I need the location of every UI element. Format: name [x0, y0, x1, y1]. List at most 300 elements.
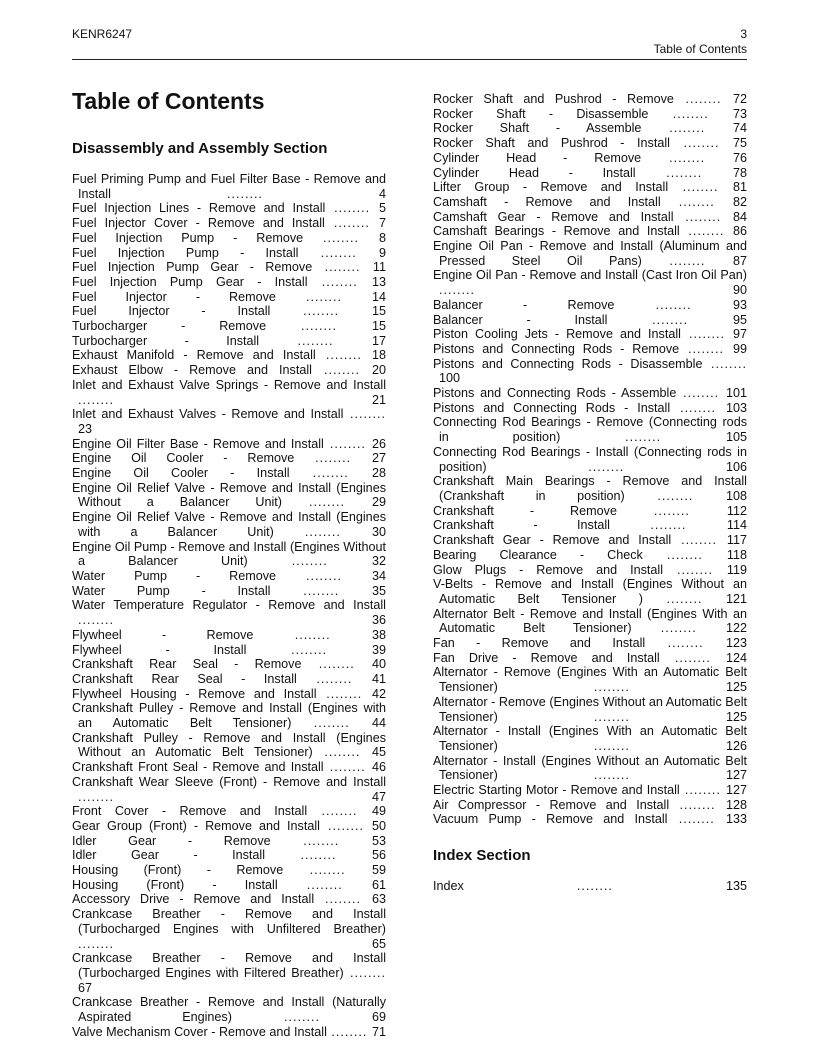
toc-entry	[72, 260, 386, 275]
toc-entry-page: 13	[371, 274, 386, 289]
toc-entry-title: Water Pump - Install	[72, 583, 271, 598]
toc-entry	[72, 598, 386, 627]
toc-entry-page: 103	[725, 400, 747, 415]
toc-entry	[72, 569, 386, 584]
header-rule	[72, 59, 747, 60]
toc-entry-title: Fuel Priming Pump and Fuel Filter Base - Remove and Install	[72, 172, 386, 201]
toc-entry-title: Inlet and Exhaust Valves - Remove and Install	[72, 407, 344, 422]
toc-entry-page: 69	[371, 1010, 386, 1025]
toc-entry	[433, 724, 747, 753]
toc-entry	[72, 290, 386, 305]
toc-entry-title: Engine Oil Relief Valve - Remove and Install (Engines Without a Balancer Unit)	[72, 480, 386, 510]
toc-entry-title: Glow Plugs - Remove and Install	[433, 562, 663, 577]
toc-entry	[433, 121, 747, 136]
toc-entry-page: 59	[371, 863, 386, 878]
toc-leader-dots: ........	[273, 524, 372, 539]
toc-entry	[433, 651, 747, 666]
toc-leader-dots: ........	[283, 863, 372, 878]
toc-leader-dots: ........	[641, 150, 733, 165]
toc-entry	[433, 107, 747, 122]
toc-entry	[72, 819, 386, 834]
toc-entry-title: Pistons and Connecting Rods - Assemble	[433, 386, 677, 401]
toc-list-right	[433, 92, 747, 827]
toc-entry-title: Inlet and Exhaust Valve Springs - Remove and Install	[72, 377, 386, 392]
toc-entry-title: Fuel Injection Pump - Remove	[72, 230, 304, 245]
toc-entry	[433, 665, 747, 694]
toc-entry	[72, 907, 386, 951]
toc-entry-title: Balancer - Install	[433, 312, 608, 327]
toc-entry-title: Water Pump - Remove	[72, 568, 277, 583]
toc-leader-dots: ........	[289, 466, 372, 481]
toc-leader-dots: ........	[642, 547, 727, 562]
toc-entry-title: Crankshaft Pulley - Remove and Install (Engines Without an Automatic Belt Tensioner)	[72, 730, 386, 760]
toc-entry-page: 95	[732, 312, 747, 327]
toc-entry-page: 15	[371, 319, 386, 334]
toc-entry	[433, 166, 747, 181]
toc-entry	[433, 577, 747, 606]
toc-entry-title: Piston Cooling Jets - Remove and Install	[433, 327, 681, 342]
toc-entry-page: 45	[371, 745, 386, 760]
toc-leader-dots: ........	[648, 106, 733, 121]
toc-entry-page: 72	[732, 92, 747, 106]
toc-entry-title: Fuel Injection Pump Gear - Remove	[72, 260, 313, 275]
toc-entry-title: Crankshaft Rear Seal - Install	[72, 671, 297, 686]
toc-leader-dots: ........	[486, 459, 726, 474]
toc-entry	[72, 1025, 386, 1040]
toc-entry-title: Cylinder Head - Remove	[433, 150, 642, 165]
toc-entry-page: 44	[371, 716, 386, 731]
toc-entry	[72, 760, 386, 775]
toc-entry	[72, 834, 386, 849]
toc-entry-page: 26	[371, 436, 386, 451]
toc-entry-title: Rocker Shaft and Pushrod - Install	[433, 136, 670, 151]
toc-entry-page: 125	[725, 709, 747, 724]
toc-entry	[72, 510, 386, 539]
toc-leader-dots: ........	[679, 224, 733, 239]
toc-entry-page: 7	[378, 216, 386, 231]
toc-entry-page: 86	[732, 224, 747, 239]
toc-entry-page: 128	[725, 797, 747, 812]
toc-entry-page: 4	[378, 186, 386, 201]
toc-entry	[433, 224, 747, 239]
toc-leader-dots: ........	[635, 165, 733, 180]
toc-leader-dots: ........	[645, 636, 726, 651]
toc-leader-dots: ........	[78, 392, 372, 407]
toc-entry	[72, 451, 386, 466]
toc-entry-title: Rocker Shaft - Assemble	[433, 121, 642, 136]
toc-entry-page: 32	[371, 554, 386, 569]
toc-entry-page: 84	[732, 209, 747, 224]
toc-entry	[433, 798, 747, 813]
toc-entry-title: Crankcase Breather - Remove and Install (Naturally Aspirated Engines)	[72, 995, 386, 1025]
toc-entry-page: 81	[732, 180, 747, 195]
toc-leader-dots: ........	[312, 260, 373, 275]
toc-entry-title: Rocker Shaft - Disassemble	[433, 106, 649, 121]
toc-entry-title: Exhaust Manifold - Remove and Install	[72, 348, 316, 363]
toc-list-index	[433, 879, 747, 894]
toc-entry-title: Camshaft Gear - Remove and Install	[433, 209, 674, 224]
toc-entry	[72, 687, 386, 702]
toc-entry	[433, 136, 747, 151]
toc-entry	[433, 92, 747, 107]
toc-entry-title: Crankshaft Main Bearings - Remove and Install (Crankshaft in position)	[433, 474, 747, 503]
toc-entry-title: Bearing Clearance - Check	[433, 547, 643, 562]
toc-entry-title: Pistons and Connecting Rods - Disassemble	[433, 356, 703, 371]
toc-entry-title: Crankcase Breather - Remove and Install (Turbocharged Engines with Filtered Breather)	[72, 951, 386, 980]
toc-entry-page: 27	[371, 451, 386, 466]
toc-entry	[433, 533, 747, 548]
toc-leader-dots: ........	[303, 230, 379, 245]
toc-leader-dots: ........	[660, 194, 733, 209]
toc-entry-page: 122	[725, 621, 747, 636]
toc-entry	[72, 584, 386, 599]
toc-entry	[72, 657, 386, 672]
toc-entry-page: 133	[725, 812, 747, 827]
toc-leader-dots: ........	[270, 833, 372, 848]
toc-entry-title: Fuel Injection Pump Gear - Install	[72, 274, 308, 289]
toc-entry-title: Crankcase Breather - Remove and Install (Turbocharged Engines with Unfiltered Breather)	[72, 907, 386, 936]
toc-entry-title: Camshaft Bearings - Remove and Install	[433, 224, 680, 239]
toc-leader-dots: ........	[246, 642, 372, 657]
toc-entry	[433, 386, 747, 401]
toc-entry	[433, 298, 747, 313]
toc-entry	[72, 848, 386, 863]
toc-leader-dots: ........	[315, 348, 372, 363]
toc-entry-page: 42	[371, 686, 386, 701]
toc-leader-dots: ........	[296, 671, 372, 686]
toc-leader-dots: ........	[110, 186, 379, 201]
toc-right-column	[433, 92, 747, 894]
toc-entry-title: Water Temperature Regulator - Remove and Install	[72, 598, 386, 613]
toc-entry-page: 30	[371, 524, 386, 539]
toc-entry-title: Idler Gear - Install	[72, 848, 266, 863]
toc-list-left	[72, 172, 386, 1039]
toc-entry	[433, 415, 747, 444]
toc-entry-title: Engine Oil Pump - Remove and Install (Engines Without a Balancer Unit)	[72, 539, 386, 569]
toc-leader-dots: ........	[439, 283, 733, 298]
toc-entry	[433, 695, 747, 724]
toc-entry-page: 28	[371, 466, 386, 481]
toc-leader-dots: ........	[497, 709, 726, 724]
toc-entry-page: 39	[371, 642, 386, 657]
toc-entry-page: 105	[725, 430, 747, 445]
toc-entry-page: 117	[726, 533, 747, 548]
toc-entry-title: Crankshaft Front Seal - Remove and Install	[72, 760, 324, 775]
toc-entry-title: Connecting Rod Bearings - Install (Connecting rods in position)	[433, 444, 747, 474]
toc-entry-page: 87	[732, 253, 747, 268]
toc-entry	[433, 563, 747, 578]
toc-entry	[433, 636, 747, 651]
toc-leader-dots: ........	[78, 789, 372, 804]
toc-leader-dots: ........	[343, 407, 386, 422]
toc-entry	[72, 407, 386, 436]
toc-leader-dots: ........	[641, 121, 733, 136]
toc-entry	[72, 643, 386, 658]
toc-entry-title: Crankshaft - Remove	[433, 503, 617, 518]
toc-entry-title: Cylinder Head - Install	[433, 165, 636, 180]
toc-leader-dots: ........	[266, 319, 372, 334]
toc-entry	[433, 879, 747, 894]
toc-entry-title: Electric Starting Motor - Remove and Install	[433, 783, 680, 798]
toc-leader-dots: ........	[319, 818, 372, 833]
toc-leader-dots: ........	[270, 583, 372, 598]
toc-entry-page: 108	[725, 488, 747, 503]
toc-entry-page: 124	[725, 650, 747, 665]
toc-entry-page: 14	[371, 289, 386, 304]
toc-leader-dots: ........	[671, 533, 727, 548]
toc-leader-dots: ........	[231, 1010, 372, 1025]
toc-entry-title: Flywheel Housing - Remove and Install	[72, 686, 317, 701]
toc-entry-title: Engine Oil Pan - Remove and Install (Cast Iron Oil Pan)	[433, 268, 747, 283]
toc-entry	[433, 812, 747, 827]
toc-entry-title: Lifter Group - Remove and Install	[433, 180, 669, 195]
toc-entry-page: 119	[726, 562, 747, 577]
toc-leader-dots: ........	[343, 965, 387, 980]
toc-leader-dots: ........	[670, 400, 726, 415]
toc-entry-page: 114	[726, 518, 747, 533]
toc-entry	[433, 783, 747, 798]
toc-leader-dots: ........	[609, 518, 727, 533]
toc-entry-title: Alternator - Remove (Engines Without an Automatic Belt Tensioner)	[433, 694, 747, 724]
toc-entry-page: 118	[726, 547, 747, 562]
toc-leader-dots: ........	[259, 333, 372, 348]
toc-entry-page: 101	[725, 386, 747, 401]
toc-entry	[72, 304, 386, 319]
toc-leader-dots: ........	[314, 892, 372, 907]
toc-entry	[433, 210, 747, 225]
toc-entry-page: 41	[371, 671, 386, 686]
toc-entry-page: 63	[371, 892, 386, 907]
toc-leader-dots: ........	[667, 812, 726, 827]
toc-entry-page: 49	[371, 804, 386, 819]
toc-entry-title: Flywheel - Install	[72, 642, 247, 657]
toc-entry	[433, 401, 747, 416]
toc-entry	[72, 319, 386, 334]
toc-entry	[72, 863, 386, 878]
toc-entry	[433, 342, 747, 357]
toc-leader-dots: ........	[281, 495, 372, 510]
toc-entry	[433, 327, 747, 342]
toc-entry	[72, 231, 386, 246]
toc-entry	[72, 540, 386, 569]
toc-entry-page: 112	[726, 503, 747, 518]
toc-entry-page: 90	[732, 283, 747, 298]
toc-entry	[72, 701, 386, 730]
toc-leader-dots: ........	[307, 274, 372, 289]
toc-entry-page: 127	[726, 783, 748, 798]
toc-entry-title: Fuel Injection Pump - Install	[72, 245, 299, 260]
toc-entry-page: 71	[371, 1024, 386, 1039]
toc-entry	[72, 804, 386, 819]
toc-entry-title: Fuel Injector - Install	[72, 304, 271, 319]
toc-leader-dots: ........	[276, 568, 372, 583]
toc-entry	[72, 731, 386, 760]
toc-entry-page: 18	[371, 348, 386, 363]
toc-entry-page: 74	[732, 121, 747, 136]
toc-entry-page: 36	[371, 613, 386, 628]
toc-entry	[72, 334, 386, 349]
toc-entry	[72, 246, 386, 261]
page-header-right	[654, 27, 747, 56]
toc-entry-title: Crankshaft Wear Sleeve (Front) - Remove and Install	[72, 774, 386, 789]
toc-entry-page: 78	[732, 165, 747, 180]
toc-entry-title: Engine Oil Relief Valve - Remove and Install (Engines with a Balancer Unit)	[72, 510, 386, 539]
toc-leader-dots: ........	[624, 488, 726, 503]
toc-entry-title: Housing (Front) - Install	[72, 877, 278, 892]
toc-entry-page: 17	[371, 333, 386, 348]
toc-entry-page: 29	[371, 495, 386, 510]
toc-entry-page: 93	[732, 297, 747, 312]
toc-entry-title: Engine Oil Cooler - Remove	[72, 451, 295, 466]
toc-leader-dots: ........	[668, 180, 733, 195]
toc-leader-dots: ........	[307, 804, 372, 819]
toc-leader-dots: ........	[497, 680, 726, 695]
toc-leader-dots: ........	[659, 650, 726, 665]
toc-entry-title: Connecting Rod Bearings - Remove (Connecting rods in position)	[433, 415, 747, 445]
toc-entry	[72, 201, 386, 216]
toc-entry-title: Alternator - Install (Engines With an Automatic Belt Tensioner)	[433, 724, 747, 753]
toc-leader-dots: ........	[497, 738, 726, 753]
toc-entry	[433, 313, 747, 328]
toc-entry	[433, 195, 747, 210]
toc-entry-page: 8	[378, 230, 386, 245]
toc-entry-page: 126	[725, 738, 747, 753]
toc-leader-dots: ........	[669, 136, 733, 151]
toc-entry	[433, 445, 747, 474]
toc-leader-dots: ........	[270, 304, 372, 319]
toc-entry	[433, 239, 747, 268]
toc-entry-title: Fuel Injector Cover - Remove and Install	[72, 216, 325, 231]
toc-entry	[433, 548, 747, 563]
toc-entry-page: 23	[78, 421, 93, 436]
toc-entry-title: Crankshaft Pulley - Remove and Install (Engines with an Automatic Belt Tensioner)	[72, 701, 386, 731]
toc-entry-page: 125	[725, 680, 747, 695]
toc-entry	[72, 172, 386, 201]
toc-entry-page: 99	[732, 341, 747, 356]
toc-entry-title: Valve Mechanism Cover - Remove and Install	[72, 1024, 327, 1039]
toc-entry	[72, 878, 386, 893]
toc-leader-dots: ........	[275, 289, 372, 304]
toc-entry-title: Pistons and Connecting Rods - Install	[433, 400, 671, 415]
toc-entry-page: 97	[732, 327, 747, 342]
toc-entry	[72, 775, 386, 804]
toc-leader-dots: ........	[291, 716, 372, 731]
toc-entry	[433, 151, 747, 166]
toc-leader-dots: ........	[560, 430, 726, 445]
toc-entry	[433, 607, 747, 636]
section-heading-disassembly: Disassembly and Assembly Section	[72, 140, 328, 157]
toc-entry-title: Pistons and Connecting Rods - Remove	[433, 341, 680, 356]
toc-entry	[72, 437, 386, 452]
toc-entry-page: 34	[371, 568, 386, 583]
toc-entry-page: 21	[371, 392, 386, 407]
toc-entry-page: 47	[371, 789, 386, 804]
toc-left-column	[72, 88, 386, 1039]
toc-entry	[72, 466, 386, 481]
toc-entry	[433, 504, 747, 519]
toc-leader-dots: ........	[326, 1024, 372, 1039]
toc-leader-dots: ........	[294, 451, 372, 466]
page-number: 3	[740, 27, 747, 41]
toc-entry-title: Accessory Drive - Remove and Install	[72, 892, 315, 907]
toc-leader-dots: ........	[324, 216, 379, 231]
toc-entry-page: 56	[371, 848, 386, 863]
toc-entry-page: 40	[371, 657, 386, 672]
toc-entry-title: Crankshaft Rear Seal - Remove	[72, 657, 302, 672]
toc-entry	[433, 518, 747, 533]
toc-entry-title: Engine Oil Pan - Remove and Install (Aluminum and Pressed Steel Oil Pans)	[433, 239, 747, 268]
toc-entry	[433, 474, 747, 503]
toc-leader-dots: ........	[497, 768, 726, 783]
toc-entry-page: 135	[725, 879, 747, 894]
toc-entry-title: Fuel Injection Lines - Remove and Install	[72, 201, 326, 216]
toc-leader-dots: ........	[325, 201, 379, 216]
toc-entry-title: Turbocharger - Remove	[72, 319, 267, 334]
toc-entry-title: Rocker Shaft and Pushrod - Remove	[433, 92, 674, 106]
toc-leader-dots: ........	[253, 627, 372, 642]
toc-entry-page: 100	[439, 371, 461, 386]
toc-entry-page: 46	[371, 760, 386, 775]
toc-entry-title: Camshaft - Remove and Install	[433, 194, 661, 209]
toc-entry-title: Index	[433, 879, 464, 894]
toc-entry-page: 15	[371, 304, 386, 319]
toc-entry-page: 9	[378, 245, 386, 260]
toc-entry-title: Engine Oil Cooler - Install	[72, 466, 290, 481]
toc-leader-dots: ........	[607, 312, 733, 327]
toc-leader-dots: ........	[680, 327, 733, 342]
toc-leader-dots: ........	[463, 879, 726, 894]
toc-leader-dots: ........	[631, 621, 726, 636]
toc-leader-dots: ........	[676, 386, 726, 401]
toc-entry	[72, 275, 386, 290]
toc-entry-page: 61	[371, 877, 386, 892]
toc-entry-title: Housing (Front) - Remove	[72, 863, 284, 878]
toc-entry-title: Fuel Injector - Remove	[72, 289, 276, 304]
toc-entry-title: Balancer - Remove	[433, 297, 615, 312]
toc-entry	[72, 951, 386, 995]
toc-entry-title: Flywheel - Remove	[72, 627, 254, 642]
toc-leader-dots: ........	[316, 686, 372, 701]
toc-entry	[433, 268, 747, 297]
toc-entry	[72, 892, 386, 907]
toc-entry-title: Exhaust Elbow - Remove and Install	[72, 363, 312, 378]
toc-entry-title: Alternator - Install (Engines Without an Automatic Belt Tensioner)	[433, 753, 747, 783]
toc-entry-page: 67	[78, 980, 93, 995]
toc-entry-title: Alternator - Remove (Engines With an Automatic Belt Tensioner)	[433, 665, 747, 695]
toc-entry-title: Turbocharger - Install	[72, 333, 260, 348]
toc-leader-dots: ........	[247, 554, 372, 569]
toc-entry-page: 121	[725, 591, 747, 606]
toc-entry-page: 38	[371, 627, 386, 642]
toc-leader-dots: ........	[311, 363, 372, 378]
toc-leader-dots: ........	[616, 503, 727, 518]
toc-entry-page: 76	[732, 150, 747, 165]
toc-leader-dots: ........	[323, 436, 372, 451]
toc-leader-dots: ........	[265, 848, 372, 863]
toc-leader-dots: ........	[679, 783, 726, 798]
toc-leader-dots: ........	[312, 745, 372, 760]
toc-entry-title: Engine Oil Filter Base - Remove and Install	[72, 436, 324, 451]
toc-entry-page: 65	[371, 936, 386, 951]
toc-leader-dots: ........	[78, 936, 372, 951]
toc-entry-title: Fan Drive - Remove and Install	[433, 650, 660, 665]
toc-entry-page: 11	[372, 260, 386, 275]
toc-entry-title: Air Compressor - Remove and Install	[433, 797, 670, 812]
section-heading-index: Index Section	[433, 847, 531, 865]
toc-leader-dots: ........	[702, 356, 747, 371]
toc-leader-dots: ........	[641, 253, 733, 268]
toc-entry	[72, 628, 386, 643]
